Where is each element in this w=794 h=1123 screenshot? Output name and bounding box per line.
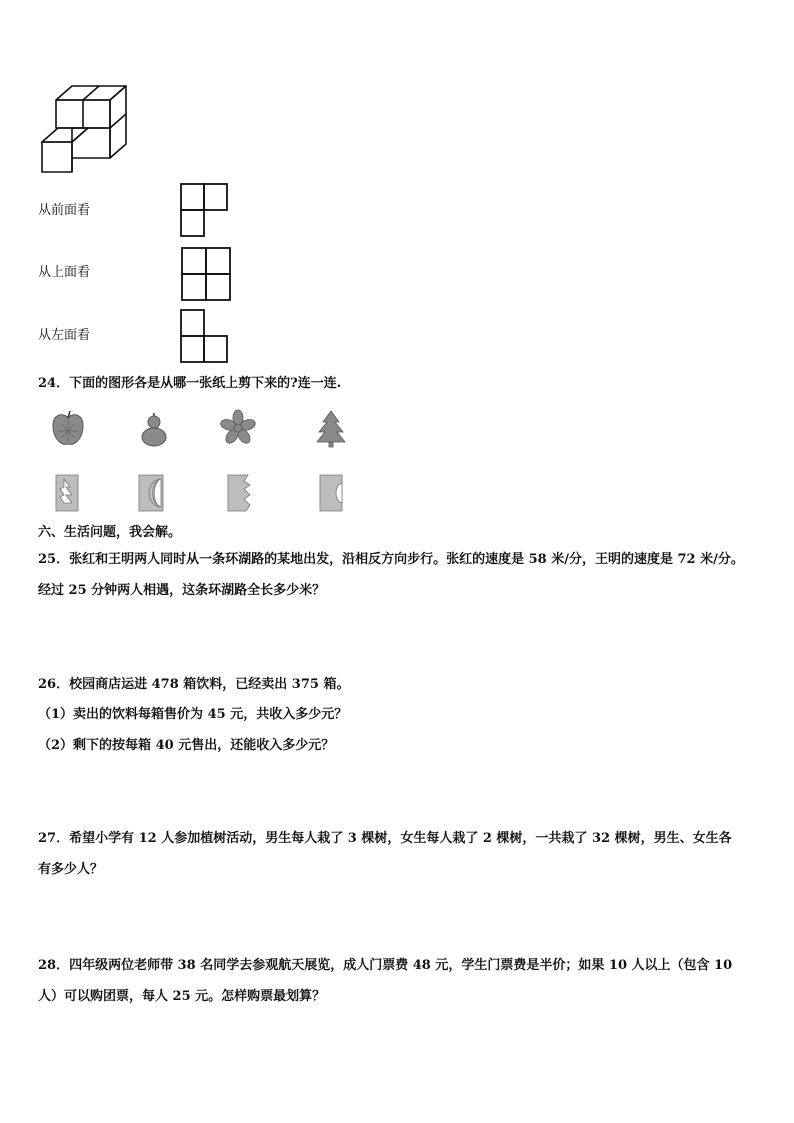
question-26-sub1: （1）卖出的饮料每箱售价为 45 元，共收入多少元？: [38, 707, 348, 722]
paper-round-cut-icon: [318, 473, 344, 513]
flower-icon: [220, 410, 256, 446]
question-24: 24．下面的图形各是从哪一张纸上剪下来的?连一连.: [38, 376, 342, 391]
left-view-grid: [180, 309, 230, 365]
paper-zigzag-cut-icon: [226, 473, 252, 513]
view-label-front: 从前面看: [38, 203, 91, 218]
view-label-left: 从左面看: [38, 328, 91, 343]
cube-figure: [38, 80, 133, 175]
question-26-sub2: （2）剩下的按每箱 40 元售出，还能收入多少元？: [38, 738, 335, 753]
paper-moon-cut-icon: [137, 473, 167, 513]
view-label-top: 从上面看: [38, 265, 91, 280]
front-view-grid: [180, 183, 230, 239]
question-25-line2: 经过 25 分钟两人相遇，这条环湖路全长多少米？: [38, 583, 326, 598]
question-25-line1: 25．张红和王明两人同时从一条环湖路的某地出发，沿相反方向步行。张红的速度是 58 米/分，王明的速度是 72 米/分。: [38, 552, 744, 567]
question-27-line2: 有多少人？: [38, 862, 104, 877]
apple-icon: [51, 410, 85, 448]
question-28-line1: 28．四年级两位老师带 38 名同学去参观航天展览，成人门票费 48 元，学生门票费是半价；如果 10 人以上（包含 10: [38, 958, 733, 973]
question-27-line1: 27．希望小学有 12 人参加植树活动，男生每人栽了 3 棵树，女生每人栽了 2 棵树，一共栽了 32 棵树，男生、女生各: [38, 831, 732, 846]
top-view-grid: [181, 247, 233, 303]
question-28-line2: 人）可以购团票，每人 25 元。怎样购票最划算？: [38, 989, 326, 1004]
question-26-line1: 26．校园商店运进 478 箱饮料，已经卖出 375 箱。: [38, 677, 350, 692]
section-6-title: 六、生活问题，我会解。: [38, 525, 182, 540]
tree-icon: [316, 410, 346, 448]
paper-tree-cut-icon: [54, 473, 80, 513]
gourd-icon: [138, 410, 170, 448]
